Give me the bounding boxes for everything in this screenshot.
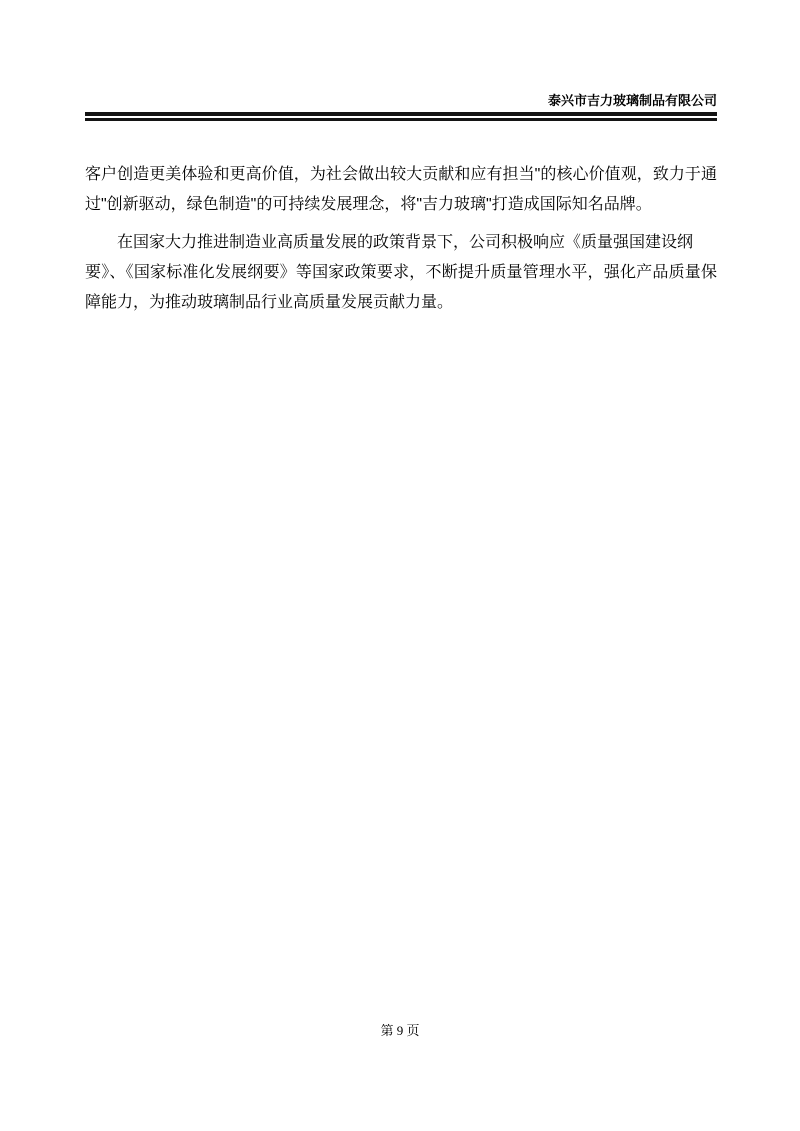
header-rule-thin-line (85, 118, 717, 121)
paragraph-2 (85, 228, 717, 318)
paragraph-1-line-2: 过"创新驱动，绿色制造"的可持续发展理念，将"吉力玻璃"打造成国际知名品牌。 (85, 196, 652, 213)
paragraph-2-line-1: 在国家大力推进制造业高质量发展的政策背景下，公司积极响应《质量强国建设纲 (117, 234, 694, 251)
document-body (85, 160, 717, 318)
paragraph-2-line-3: 障能力，为推动玻璃制品行业高质量发展贡献力量。 (85, 294, 454, 311)
header-company-name: 泰兴市吉力玻璃制品有限公司 (547, 93, 717, 108)
page-footer (0, 1023, 800, 1039)
paragraph-2-line-2: 要》、《国家标准化发展纲要》等国家政策要求，不断提升质量管理水平，强化产品质量保 (85, 264, 717, 281)
header-rule (85, 112, 717, 121)
paragraph-1 (85, 160, 717, 220)
paragraph-1-line-1: 客户创造更美体验和更高价值，为社会做出较大贡献和应有担当"的核心价值观，致力于通 (85, 166, 717, 183)
page-number: 第 9 页 (380, 1023, 420, 1038)
page-header (85, 93, 717, 121)
